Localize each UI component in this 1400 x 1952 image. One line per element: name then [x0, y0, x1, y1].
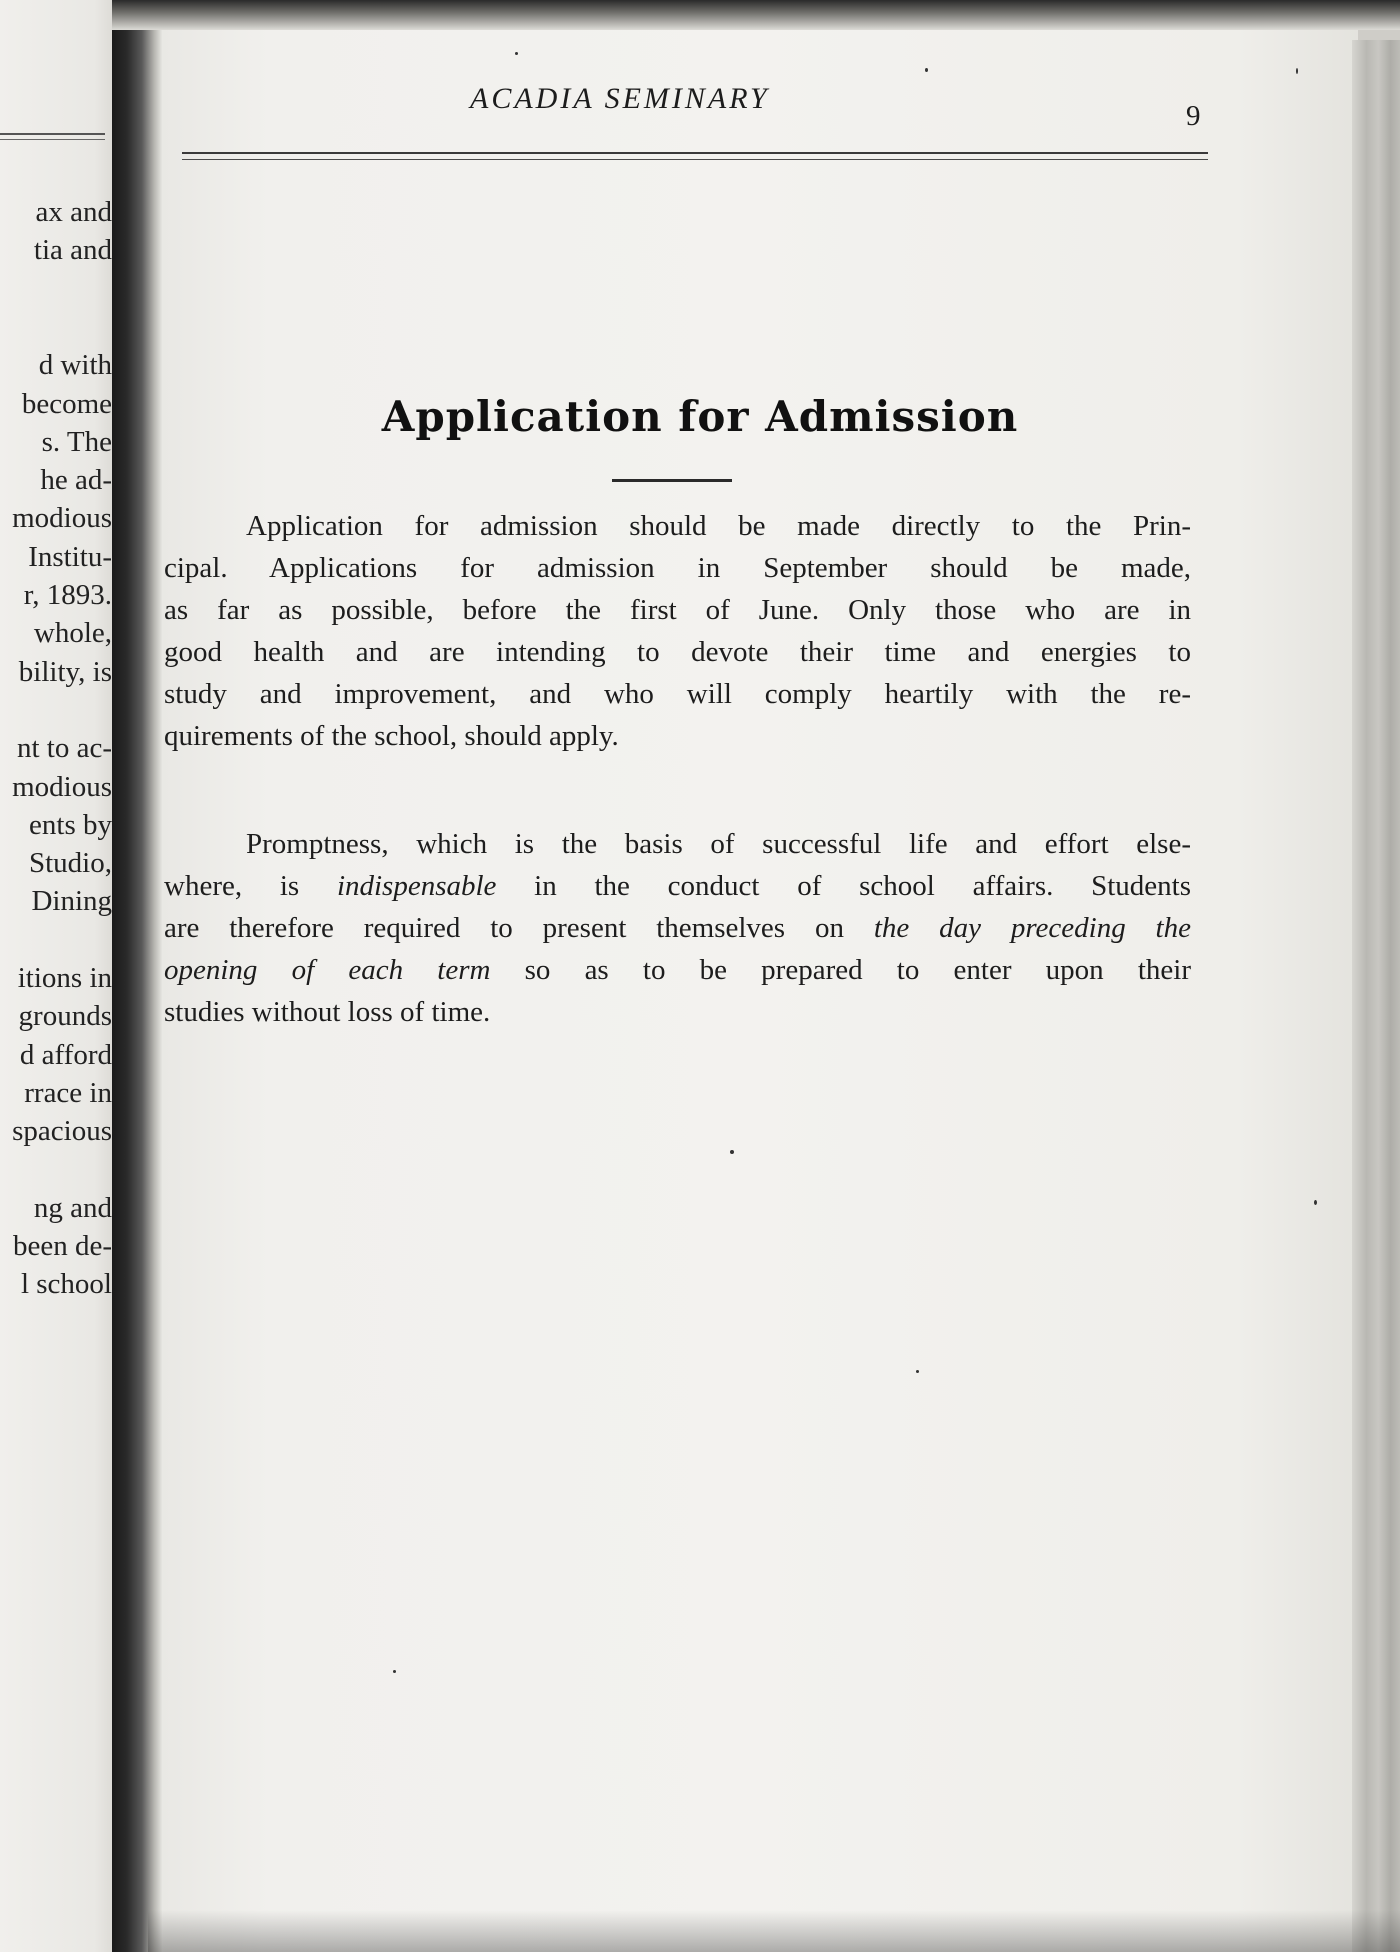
scan-speck — [515, 52, 518, 55]
previous-page-line: ax and — [35, 196, 112, 228]
scan-speck — [1314, 1200, 1317, 1205]
previous-page-line: nt to ac- — [16, 732, 112, 765]
text-line — [164, 673, 1191, 715]
italic-run: the day preceding the — [873, 912, 1191, 944]
scan-speck — [730, 1150, 734, 1154]
scan-speck — [916, 1370, 919, 1373]
text-run: are therefore required to present themselves on — [164, 912, 874, 944]
previous-page-line: Studio, — [29, 847, 112, 880]
previous-page-header-rule — [0, 133, 105, 135]
previous-page-line: l school — [20, 1268, 112, 1301]
scan-speck — [393, 1670, 396, 1673]
previous-page-line: become — [21, 387, 112, 420]
header-rule-thin — [182, 159, 1208, 160]
text-run: as far as possible, before the first of June. Only those who are in — [164, 594, 1191, 626]
text-line — [164, 547, 1191, 589]
previous-page-line: ents by — [29, 808, 112, 841]
previous-page-line: itions in — [17, 962, 112, 994]
italic-run: opening of each term — [164, 954, 491, 986]
previous-page-line: rrace in — [24, 1076, 112, 1109]
scan-speck — [925, 68, 928, 72]
previous-page-line: tia and — [33, 234, 112, 267]
running-head: ACADIA SEMINARY — [470, 82, 770, 115]
text-line — [164, 631, 1191, 673]
previous-page-line: ng and — [33, 1191, 112, 1224]
text-line — [164, 949, 1191, 991]
text-line — [164, 589, 1191, 631]
previous-page-line: whole, — [33, 617, 112, 650]
paragraph-admission — [164, 505, 1191, 757]
previous-page-line: bility, is — [18, 655, 112, 688]
previous-page-line: modious — [12, 770, 112, 803]
text-line — [164, 865, 1191, 907]
page-block-edge — [1352, 40, 1400, 1952]
text-run: quirements of the school, should apply. — [164, 720, 619, 752]
text-run: so as to be prepared to enter upon their — [490, 954, 1191, 986]
text-line — [164, 505, 1191, 547]
previous-page-line: r, 1893. — [23, 579, 112, 611]
paragraph-promptness — [164, 823, 1191, 1033]
previous-page-line: spacious — [12, 1115, 112, 1148]
text-line — [164, 991, 1191, 1033]
bottom-edge-shadow — [148, 1910, 1400, 1952]
italic-run: indispensable — [336, 870, 497, 902]
text-run: studies without loss of time. — [164, 996, 491, 1028]
previous-page-line: d with — [38, 349, 112, 382]
text-line — [164, 907, 1191, 949]
header-rule — [182, 152, 1208, 154]
text-line — [164, 823, 1191, 865]
previous-page-header-rule-thin — [0, 139, 105, 140]
text-run: in the conduct of school affairs. Students — [496, 870, 1192, 902]
previous-page-fragment — [0, 0, 118, 1952]
binding-gutter — [112, 0, 162, 1952]
text-run: study and improvement, and who will comply heartily with the re- — [164, 678, 1191, 710]
previous-page-line: Institu- — [28, 540, 112, 573]
previous-page-line: grounds — [18, 1000, 112, 1033]
text-line — [164, 715, 1191, 757]
text-run: cipal. Applications for admission in September should be made, — [164, 552, 1191, 584]
heading-underline — [612, 479, 732, 482]
text-run: where, is — [164, 870, 337, 902]
page-number: 9 — [1186, 100, 1201, 132]
top-edge-shadow — [112, 0, 1400, 30]
scan-speck — [1296, 68, 1298, 74]
previous-page-line: he ad- — [40, 464, 112, 497]
section-heading: Application for Admission — [381, 392, 1019, 441]
text-run: good health and are intending to devote their time and energies to — [164, 636, 1191, 668]
previous-page-line: d afford — [19, 1038, 112, 1071]
previous-page-line: modious — [12, 502, 112, 535]
text-run: Promptness, which is the basis of successful life and effort else- — [246, 828, 1191, 860]
text-run: Application for admission should be made directly to the Prin- — [246, 510, 1191, 542]
previous-page-line: Dining — [31, 885, 112, 918]
previous-page-line: s. The — [41, 425, 112, 458]
previous-page-line: been de- — [12, 1230, 112, 1263]
